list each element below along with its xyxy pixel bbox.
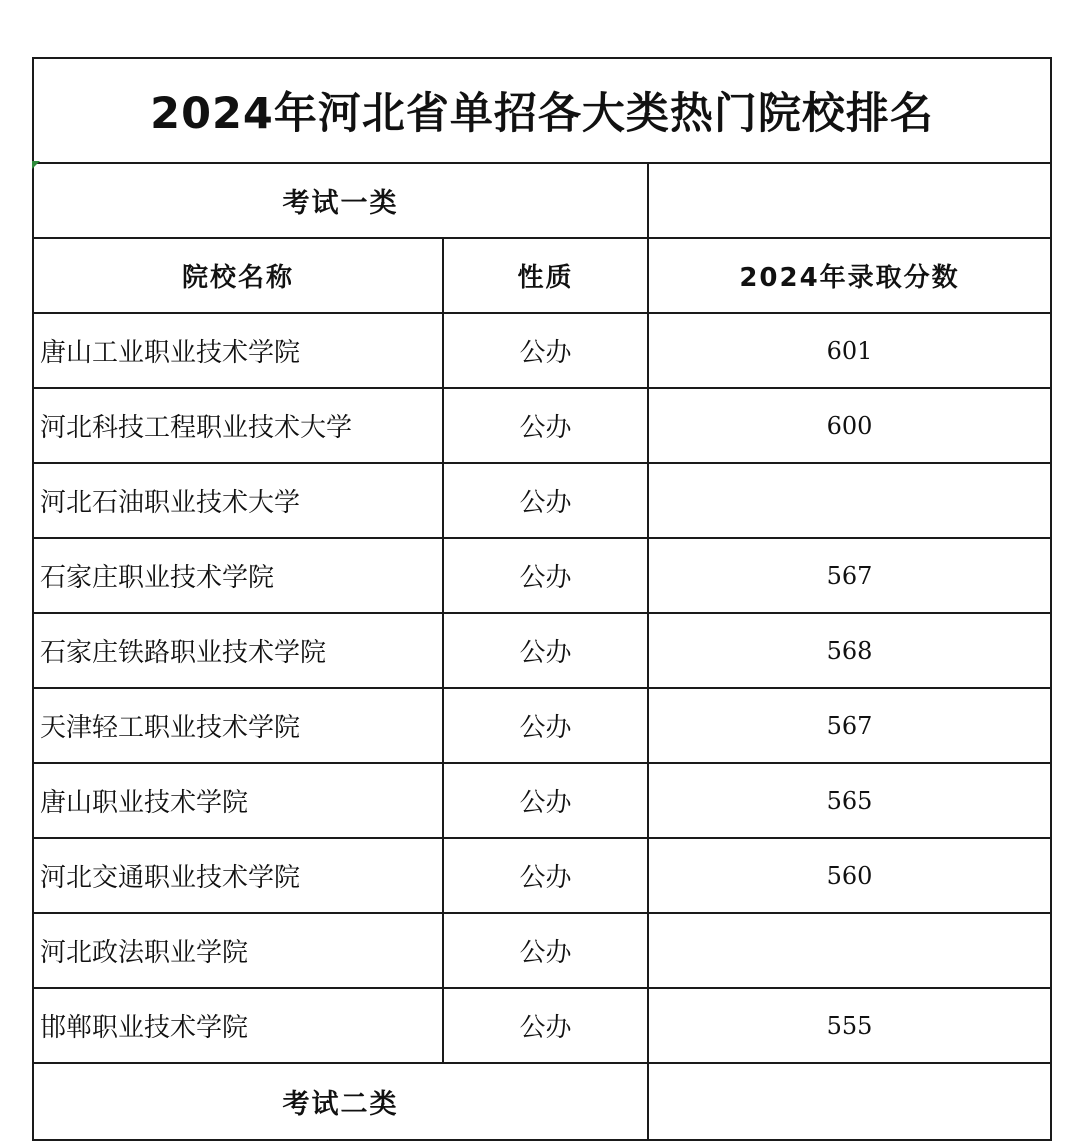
school-name-cell[interactable]: 河北政法职业学院 [33, 913, 443, 988]
table-row [33, 613, 1051, 688]
school-name-cell[interactable]: 石家庄铁路职业技术学院 [33, 613, 443, 688]
school-name-cell[interactable]: 唐山职业技术学院 [33, 763, 443, 838]
score-cell[interactable]: 567 [648, 538, 1051, 613]
table-row [33, 388, 1051, 463]
section-empty-cell-first[interactable] [648, 163, 1051, 238]
column-header-type[interactable]: 性质 [443, 238, 648, 313]
school-type-cell[interactable]: 公办 [443, 763, 648, 838]
school-type-cell[interactable]: 公办 [443, 313, 648, 388]
school-type-cell[interactable]: 公办 [443, 688, 648, 763]
score-cell[interactable]: 601 [648, 313, 1051, 388]
school-type-cell[interactable]: 公办 [443, 388, 648, 463]
page-title[interactable]: 2024年河北省单招各大类热门院校排名 [33, 58, 1051, 163]
school-type-cell[interactable]: 公办 [443, 613, 648, 688]
school-name-cell[interactable]: 河北科技工程职业技术大学 [33, 388, 443, 463]
header-row [33, 238, 1051, 313]
table-row [33, 313, 1051, 388]
section-label-first[interactable]: 考试一类 [33, 163, 648, 238]
section-empty-cell-second[interactable] [648, 1063, 1051, 1140]
section-row-first [33, 163, 1051, 238]
column-header-score[interactable]: 2024年录取分数 [648, 238, 1051, 313]
score-cell[interactable]: 555 [648, 988, 1051, 1063]
school-name-cell[interactable]: 邯郸职业技术学院 [33, 988, 443, 1063]
title-row [33, 58, 1051, 163]
school-name-cell[interactable]: 石家庄职业技术学院 [33, 538, 443, 613]
column-header-name[interactable]: 院校名称 [33, 238, 443, 313]
section-row-second [33, 1063, 1051, 1140]
table-row [33, 763, 1051, 838]
score-cell[interactable] [648, 913, 1051, 988]
school-type-cell[interactable]: 公办 [443, 988, 648, 1063]
score-cell[interactable]: 560 [648, 838, 1051, 913]
school-type-cell[interactable]: 公办 [443, 913, 648, 988]
score-cell[interactable] [648, 463, 1051, 538]
school-name-cell[interactable]: 唐山工业职业技术学院 [33, 313, 443, 388]
score-cell[interactable]: 567 [648, 688, 1051, 763]
table-row [33, 688, 1051, 763]
school-type-cell[interactable]: 公办 [443, 838, 648, 913]
table-row [33, 463, 1051, 538]
score-cell[interactable]: 600 [648, 388, 1051, 463]
section-label-second[interactable]: 考试二类 [33, 1063, 648, 1140]
school-type-cell[interactable]: 公办 [443, 463, 648, 538]
table-row [33, 838, 1051, 913]
table-row [33, 538, 1051, 613]
table-row [33, 913, 1051, 988]
score-cell[interactable]: 568 [648, 613, 1051, 688]
ranking-table [32, 57, 1052, 1141]
cell-comment-marker-icon [32, 161, 40, 169]
school-type-cell[interactable]: 公办 [443, 538, 648, 613]
school-name-cell[interactable]: 天津轻工职业技术学院 [33, 688, 443, 763]
school-name-cell[interactable]: 河北石油职业技术大学 [33, 463, 443, 538]
score-cell[interactable]: 565 [648, 763, 1051, 838]
table-row [33, 988, 1051, 1063]
school-name-cell[interactable]: 河北交通职业技术学院 [33, 838, 443, 913]
